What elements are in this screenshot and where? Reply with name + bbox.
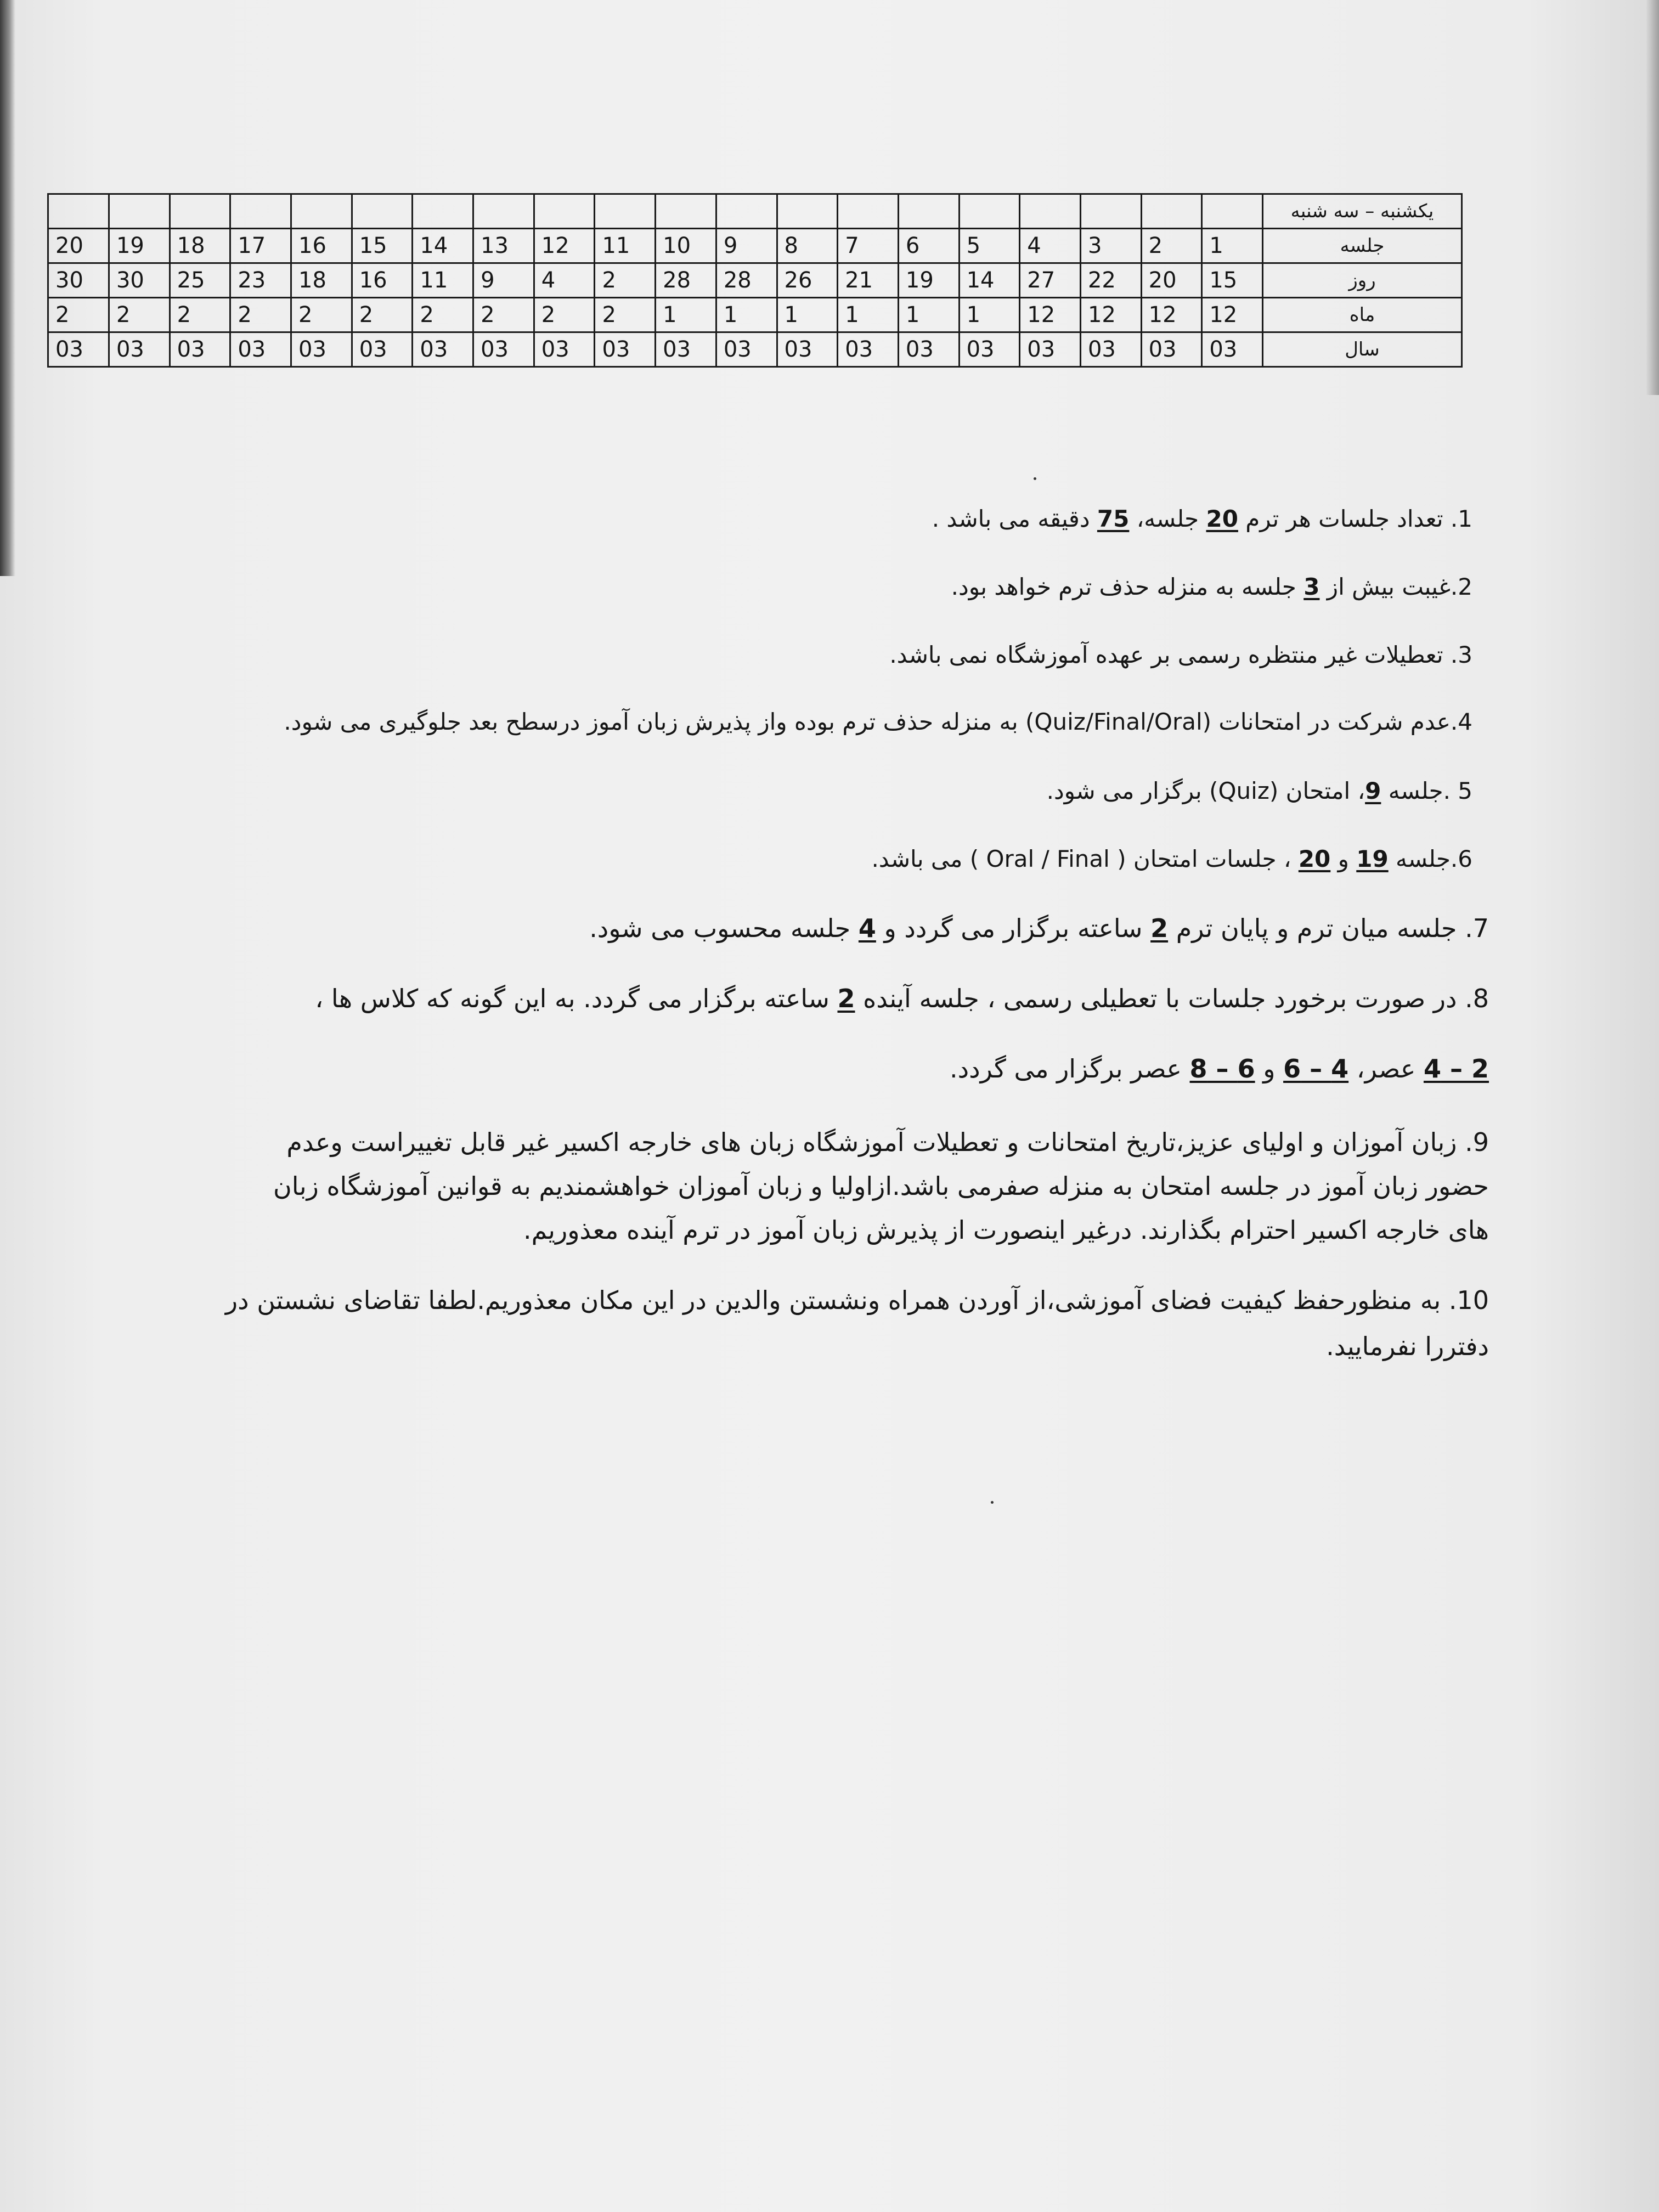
rule-6-text-a: 6.جلسه: [1388, 845, 1472, 872]
rule-6-text-e: ، جلسات امتحان ( Oral / Final ) می باشد.: [871, 845, 1299, 872]
page-edge-shadow-right: [1646, 0, 1659, 395]
schedule-cell: 8: [777, 229, 838, 263]
rule-5: [1047, 775, 1472, 808]
schedule-cell: 03: [656, 332, 716, 367]
rule-10-text-2: دفتررا نفرمایید.: [1326, 1331, 1489, 1361]
rule-10-line-1: [225, 1284, 1489, 1317]
schedule-header-row: [48, 194, 1462, 229]
schedule-cell: 03: [838, 332, 899, 367]
rule-7-sessions: 4: [858, 913, 876, 943]
rule-5-text-c: ، امتحان (Quiz) برگزار می شود.: [1046, 777, 1365, 804]
schedule-cell: 2: [595, 298, 656, 332]
schedule-cell: 18: [170, 229, 230, 263]
schedule-cell: 9: [473, 263, 534, 298]
schedule-header-cell: [413, 194, 473, 229]
schedule-header-cell: [656, 194, 716, 229]
schedule-cell: 03: [777, 332, 838, 367]
schedule-header-cell: [595, 194, 656, 229]
schedule-cell: 03: [473, 332, 534, 367]
paper-speck: [1034, 477, 1036, 480]
time-slot-3: 6 – 8: [1189, 1054, 1255, 1084]
schedule-header-cell: [473, 194, 534, 229]
schedule-cell: 12: [1141, 298, 1202, 332]
schedule-cell: 4: [1020, 229, 1081, 263]
schedule-cell: 17: [230, 229, 291, 263]
paper-speck: [991, 1501, 994, 1504]
schedule-cell: 30: [109, 263, 170, 298]
rule-6: [871, 843, 1472, 876]
rule-8-text-c: ساعته برگزار می گردد. به این گونه که کلاس ها ،: [315, 984, 838, 1013]
schedule-header-cell: [352, 194, 413, 229]
schedule-cell: 2: [170, 298, 230, 332]
schedule-cell: 12: [1020, 298, 1081, 332]
schedule-cell: 16: [352, 263, 413, 298]
schedule-cell: 1: [1202, 229, 1263, 263]
schedule-cell: 03: [534, 332, 595, 367]
schedule-cell: 15: [352, 229, 413, 263]
schedule-cell: 12: [534, 229, 595, 263]
schedule-cell: 2: [291, 298, 352, 332]
schedule-cell: 2: [352, 298, 413, 332]
schedule-row: [48, 332, 1462, 367]
schedule-cell: 9: [716, 229, 777, 263]
schedule-cell: 2: [534, 298, 595, 332]
schedule-row: [48, 298, 1462, 332]
schedule-header-cell: [170, 194, 230, 229]
schedule-row-label: سال: [1263, 332, 1462, 367]
rule-1-text-e: دقیقه می باشد .: [932, 505, 1097, 532]
schedule-cell: 03: [48, 332, 109, 367]
schedule-cell: 1: [959, 298, 1020, 332]
schedule-cell: 03: [1202, 332, 1263, 367]
schedule-cell: 14: [413, 229, 473, 263]
schedule-cell: 1: [898, 298, 959, 332]
schedule-header-cell: [291, 194, 352, 229]
rule-6-text-c: و: [1330, 845, 1357, 872]
schedule-cell: 2: [48, 298, 109, 332]
schedule-cell: 12: [1080, 298, 1141, 332]
schedule-cell: 21: [838, 263, 899, 298]
schedule-corner-label: یکشنبه – سه شنبه: [1263, 194, 1462, 229]
schedule-header-cell: [230, 194, 291, 229]
rule-3: [889, 639, 1472, 672]
rule-9-text-2: حضور زبان آموز در جلسه امتحان به منزله صفرمی باشد.ازاولیا و زبان آموزان خواهشمندیم به قوانین آموزشگاه زبان: [273, 1171, 1489, 1201]
schedule-cell: 1: [716, 298, 777, 332]
schedule-row-label: ماه: [1263, 298, 1462, 332]
rule-1-text-a: 1. تعداد جلسات هر ترم: [1238, 505, 1472, 532]
rule-5-session: 9: [1365, 777, 1381, 804]
schedule-cell: 03: [352, 332, 413, 367]
schedule-cell: 2: [1141, 229, 1202, 263]
rule-7-text-c: ساعته برگزار می گردد و: [876, 913, 1151, 943]
rule-6-session-a: 19: [1356, 845, 1389, 872]
schedule-cell: 4: [534, 263, 595, 298]
rule-7-text-a: 7. جلسه میان ترم و پایان ترم: [1168, 913, 1489, 943]
rule-2-text-a: 2.غیبت بیش از: [1319, 573, 1472, 600]
schedule-cell: 03: [898, 332, 959, 367]
schedule-cell: 12: [1202, 298, 1263, 332]
schedule-cell: 28: [656, 263, 716, 298]
schedule-cell: 28: [716, 263, 777, 298]
rule-8-text-a: 8. در صورت برخورد جلسات با تعطیلی رسمی ، جلسه آینده: [855, 984, 1489, 1013]
schedule-cell: 2: [230, 298, 291, 332]
schedule-cell: 7: [838, 229, 899, 263]
rule-10-line-2: [1326, 1330, 1489, 1363]
rule-8-text-f: عصر برگزار می گردد.: [950, 1054, 1190, 1084]
schedule-cell: 11: [595, 229, 656, 263]
rule-3-text: 3. تعطیلات غیر منتظره رسمی بر عهده آموزشگاه نمی باشد.: [889, 641, 1472, 668]
schedule-cell: 03: [1080, 332, 1141, 367]
rule-1-minutes: 75: [1097, 505, 1130, 532]
rule-7-hours: 2: [1150, 913, 1169, 943]
schedule-cell: 25: [170, 263, 230, 298]
schedule-cell: 1: [656, 298, 716, 332]
rule-5-text-a: 5 .جلسه: [1381, 777, 1472, 804]
schedule-cell: 03: [230, 332, 291, 367]
schedule-header-cell: [48, 194, 109, 229]
schedule-cell: 18: [291, 263, 352, 298]
schedule-cell: 23: [230, 263, 291, 298]
rule-4: [284, 706, 1472, 738]
rule-9-text-3: های خارجه اکسیر احترام بگذارند. درغیر اینصورت از پذیرش زبان آموز در ترم آینده معذوریم.: [523, 1215, 1489, 1245]
schedule-body: [48, 194, 1462, 367]
page-edge-shadow-left: [0, 0, 15, 576]
schedule-header-cell: [534, 194, 595, 229]
schedule-cell: 6: [898, 229, 959, 263]
schedule-cell: 03: [1020, 332, 1081, 367]
schedule-cell: 20: [48, 229, 109, 263]
rule-9-line-1: [286, 1126, 1489, 1159]
schedule-cell: 27: [1020, 263, 1081, 298]
schedule-cell: 10: [656, 229, 716, 263]
rule-9-line-3: [523, 1214, 1489, 1246]
schedule-header-cell: [1141, 194, 1202, 229]
rule-2: [951, 571, 1472, 603]
schedule-cell: 03: [959, 332, 1020, 367]
time-slot-1: 2 – 4: [1423, 1054, 1489, 1084]
rule-8-times: [950, 1052, 1489, 1085]
rule-1-text-c: جلسه،: [1129, 505, 1206, 532]
schedule-cell: 30: [48, 263, 109, 298]
rule-9-line-2: [273, 1170, 1489, 1203]
schedule-cell: 11: [413, 263, 473, 298]
schedule-header-cell: [109, 194, 170, 229]
rule-6-session-b: 20: [1298, 845, 1331, 872]
rule-4-text: 4.عدم شرکت در امتحانات (Quiz/Final/Oral) به منزله حذف ترم بوده واز پذیرش زبان آموز درسطح بعد جلوگیری می شود.: [284, 708, 1472, 735]
schedule-cell: 5: [959, 229, 1020, 263]
schedule-header-cell: [1020, 194, 1081, 229]
schedule-cell: 2: [473, 298, 534, 332]
schedule-header-cell: [1202, 194, 1263, 229]
schedule-header-cell: [716, 194, 777, 229]
schedule-cell: 19: [109, 229, 170, 263]
rule-10-text-1: 10. به منظورحفظ کیفیت فضای آموزشی،از آوردن همراه ونشستن والدین در این مکان معذوریم.لطفا تقاضای نشستن در: [225, 1285, 1489, 1315]
time-slot-2: 4 – 6: [1283, 1054, 1349, 1084]
schedule-cell: 1: [777, 298, 838, 332]
schedule-cell: 03: [716, 332, 777, 367]
schedule-cell: 16: [291, 229, 352, 263]
rule-2-text-c: جلسه به منزله حذف ترم خواهد بود.: [951, 573, 1304, 600]
schedule-cell: 26: [777, 263, 838, 298]
schedule-cell: 03: [595, 332, 656, 367]
schedule-cell: 14: [959, 263, 1020, 298]
schedule-cell: 3: [1080, 229, 1141, 263]
schedule-cell: 2: [413, 298, 473, 332]
schedule-cell: 03: [109, 332, 170, 367]
schedule-cell: 03: [1141, 332, 1202, 367]
schedule-header-cell: [1080, 194, 1141, 229]
schedule-row-label: روز: [1263, 263, 1462, 298]
rule-2-absences: 3: [1304, 573, 1320, 600]
schedule-cell: 13: [473, 229, 534, 263]
schedule-header-cell: [959, 194, 1020, 229]
rule-1-sessions: 20: [1206, 505, 1238, 532]
schedule-header-cell: [898, 194, 959, 229]
schedule-header-cell: [838, 194, 899, 229]
rule-9-text-1: 9. زبان آموزان و اولیای عزیز،تاریخ امتحانات و تعطیلات آموزشگاه زبان های خارجه اکسیر غیر قابل تغییراست وعدم: [286, 1127, 1489, 1157]
rule-1: [932, 503, 1472, 535]
schedule-cell: 2: [109, 298, 170, 332]
schedule-cell: 03: [170, 332, 230, 367]
schedule-cell: 15: [1202, 263, 1263, 298]
schedule-row-label: جلسه: [1263, 229, 1462, 263]
rule-8-text-d: و: [1255, 1054, 1284, 1084]
schedule-cell: 20: [1141, 263, 1202, 298]
rule-7-text-e: جلسه محسوب می شود.: [589, 913, 859, 943]
schedule-header-cell: [777, 194, 838, 229]
schedule-row: [48, 229, 1462, 263]
rule-7: [589, 912, 1489, 945]
session-schedule-table: [47, 193, 1463, 368]
rule-8-hours: 2: [837, 984, 855, 1013]
schedule-cell: 1: [838, 298, 899, 332]
schedule-cell: 19: [898, 263, 959, 298]
schedule-cell: 22: [1080, 263, 1141, 298]
schedule-cell: 03: [413, 332, 473, 367]
rule-8-text-b: عصر،: [1348, 1054, 1424, 1084]
schedule-row: [48, 263, 1462, 298]
schedule-cell: 03: [291, 332, 352, 367]
rule-8: [315, 982, 1489, 1015]
schedule-cell: 2: [595, 263, 656, 298]
